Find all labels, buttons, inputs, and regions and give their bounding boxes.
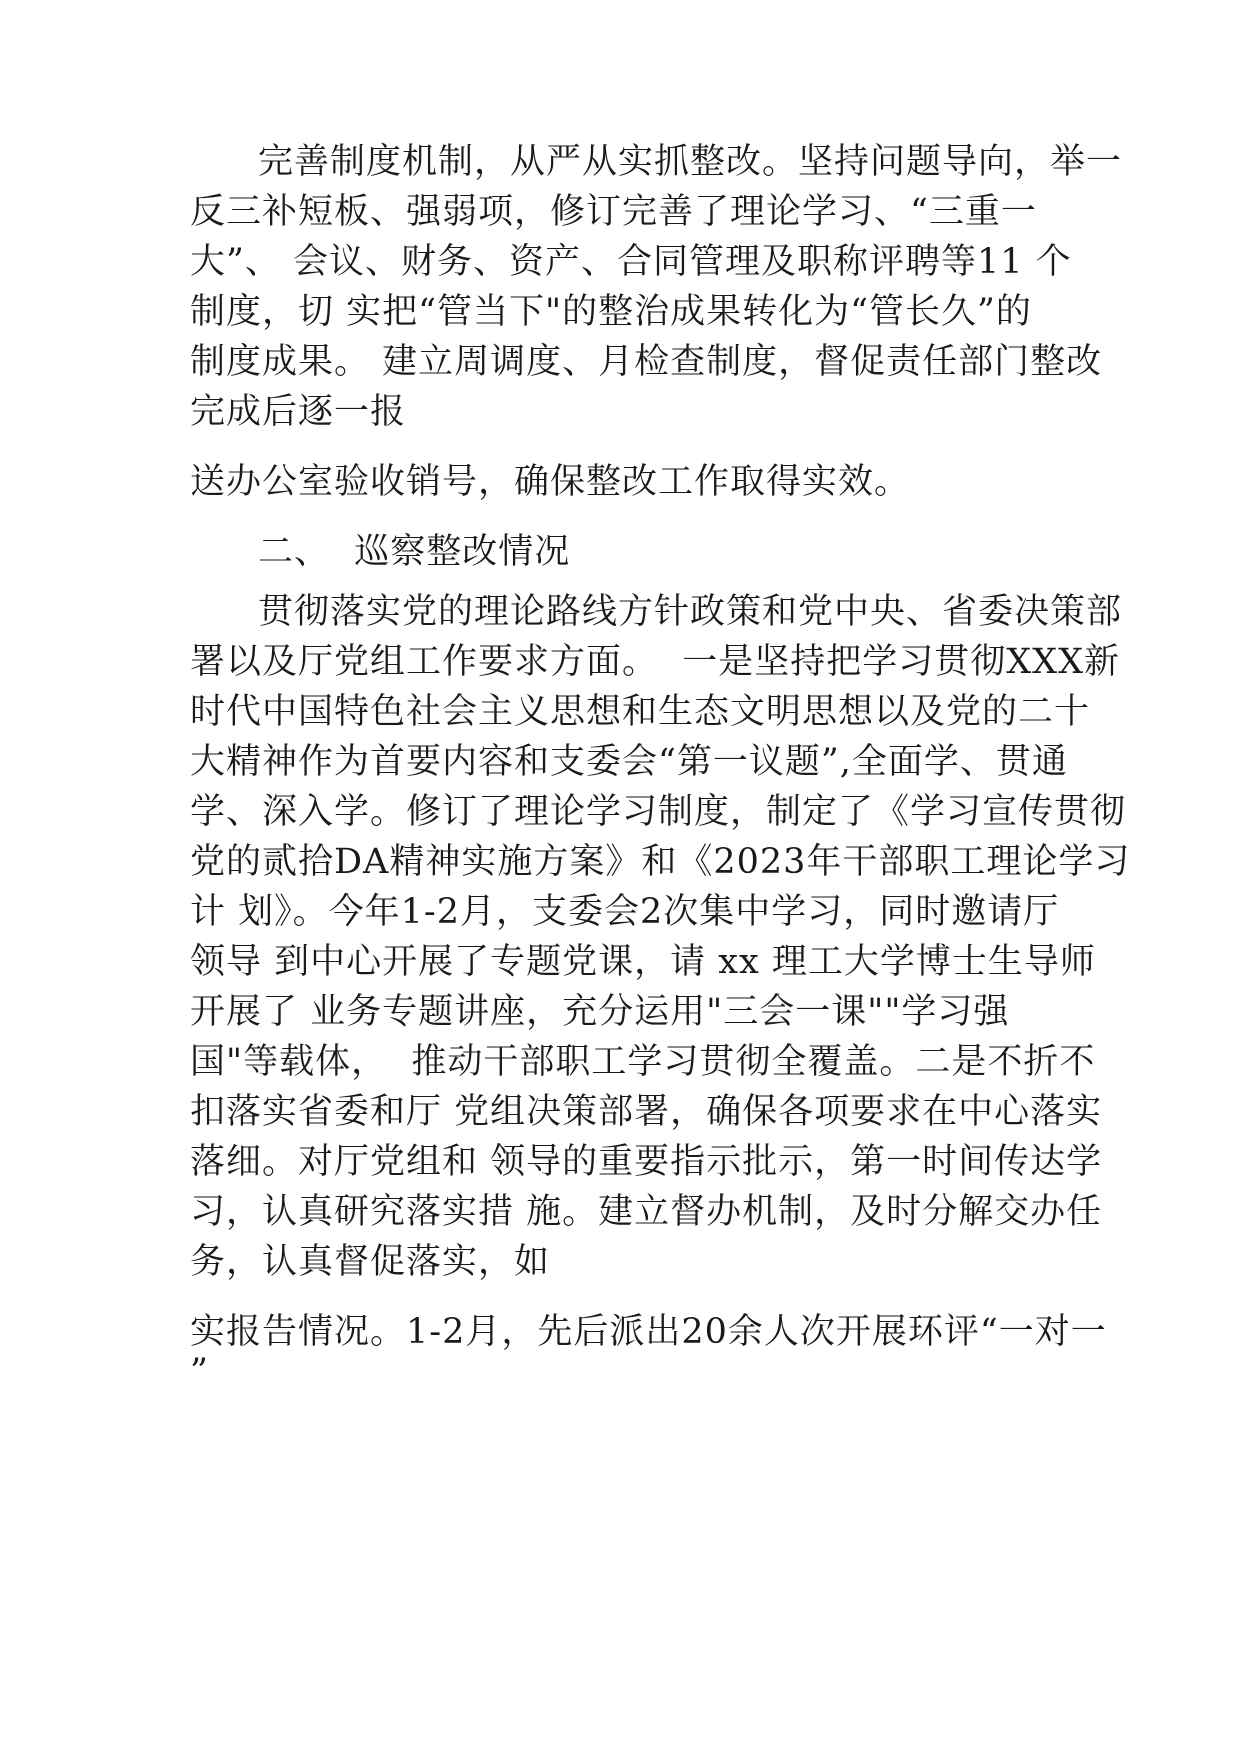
text-line: 送办公室验收销号，确保整改工作取得实效。 — [190, 462, 911, 502]
text-line: 落细。对厅党组和 领导的重要指示批示，第一时间传达学 — [190, 1142, 1103, 1182]
text-line: 时代中国特色社会主义思想和生态文明思想以及党的二十 — [190, 692, 1091, 732]
text-line: 大精神作为首要内容和支委会“第一议题”,全面学、贯通 — [190, 742, 1068, 782]
text-line: 国"等载体， 推动干部职工学习贯彻全覆盖。二是不折不 — [190, 1042, 1096, 1082]
text-line: 完成后逐一报 — [190, 392, 407, 432]
text-line: 领导 到中心开展了专题党课，请 xx 理工大学博士生导师 — [190, 942, 1096, 982]
text-line: 完善制度机制，从严从实抓整改。坚持问题导向，举一 — [258, 142, 1123, 182]
text-line: 习，认真研究落实措 施。建立督办机制，及时分解交办任 — [190, 1192, 1103, 1232]
text-line: 扣落实省委和厅 党组决策部署，确保各项要求在中心落实 — [190, 1092, 1103, 1132]
text-line: 贯彻落实党的理论路线方针政策和党中央、省委决策部 — [258, 592, 1123, 632]
text-line: 开展了 业务专题讲座，充分运用"三会一课""学习强 — [190, 992, 1010, 1032]
text-line: 反三补短板、强弱项，修订完善了理论学习、“三重一 — [190, 192, 1037, 232]
text-line: 务，认真督促落实，如 — [190, 1242, 551, 1282]
text-line: 实报告情况。1-2月，先后派出20余人次开展环评“一对一 — [190, 1312, 1107, 1352]
text-line: 署以及厅党组工作要求方面。 一是坚持把学习贯彻XXX新 — [190, 642, 1121, 682]
text-line: 党的贰拾DA精神实施方案》和《2023年干部职工理论学习 — [190, 842, 1131, 882]
text-line: 学、深入学。修订了理论学习制度，制定了《学习宣传贯彻 — [190, 792, 1127, 832]
section-heading: 二、 巡察整改情况 — [258, 532, 571, 572]
text-line: 大”、 会议、财务、资产、合同管理及职称评聘等11 个 — [190, 242, 1072, 282]
text-line: ” — [190, 1352, 209, 1392]
text-line: 制度，切 实把“管当下"的整治成果转化为“管长久”的 — [190, 292, 1032, 332]
text-line: 制度成果。 建立周调度、月检查制度，督促责任部门整改 — [190, 342, 1103, 382]
text-line: 计 划》。今年1-2月，支委会2次集中学习，同时邀请厅 — [190, 892, 1060, 932]
